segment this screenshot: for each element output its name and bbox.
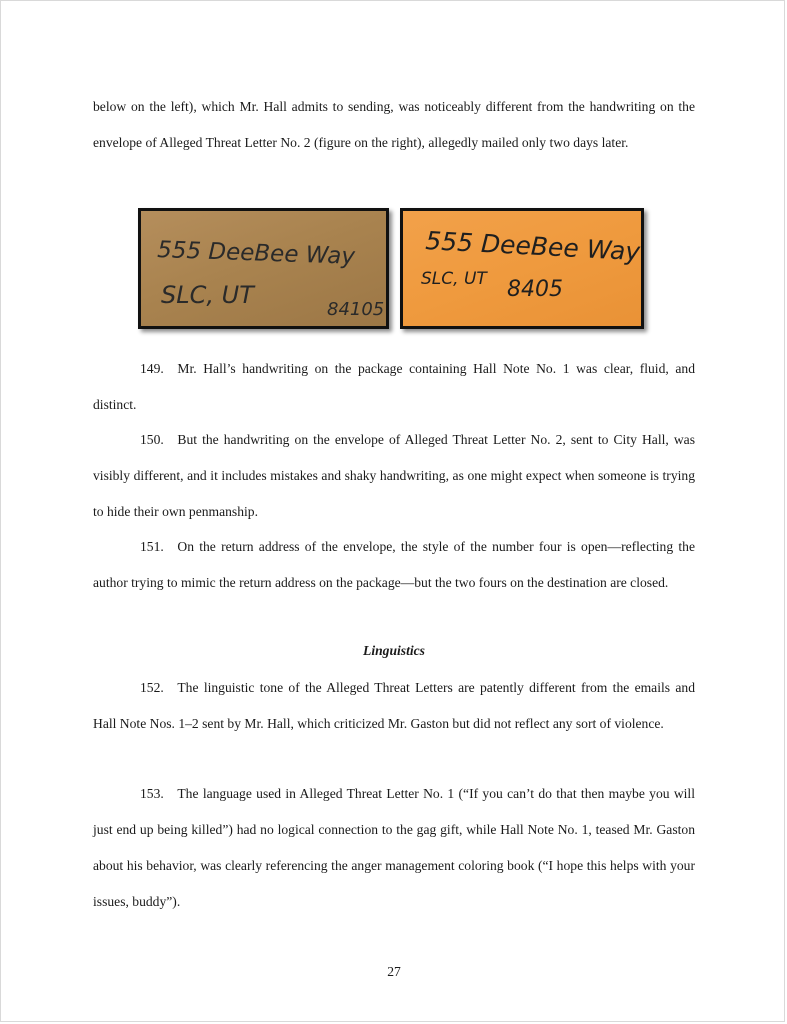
envelope-handwriting-drawing (403, 211, 641, 326)
envelope-address-line1: 555 DeeBee Way (424, 226, 641, 267)
section-heading-linguistics: Linguistics (363, 643, 425, 658)
paragraph-150: 150. But the handwriting on the envelope of Alleged Threat Letter No. 2, sent to City Hall, was visibly different, and it includes mistakes and shaky handwriting, as one might expect when someone is trying to hide their own penmanship. (93, 432, 695, 519)
envelope-handwriting-photo (400, 208, 644, 329)
package-address-city: SLC, UT (161, 281, 254, 309)
envelope-address-city: SLC, UT (421, 269, 487, 289)
paragraph-151: 151. On the return address of the envelope, the style of the number four is open—reflecting the author trying to mimic the return address on the package—but the two fours on the destination are closed. (93, 539, 695, 590)
paragraph-153: 153. The language used in Alleged Threat Letter No. 1 (“If you can’t do that then maybe you will just end up being killed”) had no logical connection to the gag gift, while Hall Note No. 1, teased Mr. Gaston about his behavior, was clearly referencing the anger management coloring book (“I hope this helps with your issues, buddy”). (93, 786, 695, 909)
package-address-line1: 555 DeeBee Way (156, 237, 356, 270)
paragraph-intro: below on the left), which Mr. Hall admits to sending, was noticeably different from the handwriting on the envelope of Alleged Threat Letter No. 2 (figure on the right), allegedly mailed only two days later. (93, 99, 695, 150)
envelope-address-zip: 8405 (507, 277, 563, 302)
paragraph-149: 149. Mr. Hall’s handwriting on the package containing Hall Note No. 1 was clear, fluid, and distinct. (93, 361, 695, 412)
package-address-zip: 84105 (327, 299, 385, 320)
paragraph-152: 152. The linguistic tone of the Alleged Threat Letters are patently different from the emails and Hall Note Nos. 1–2 sent by Mr. Hall, which criticized Mr. Gaston but did not reflect any sort of violence. (93, 680, 695, 731)
package-handwriting-drawing (141, 211, 386, 326)
package-handwriting-photo (138, 208, 389, 329)
page-number: 27 (387, 964, 401, 979)
